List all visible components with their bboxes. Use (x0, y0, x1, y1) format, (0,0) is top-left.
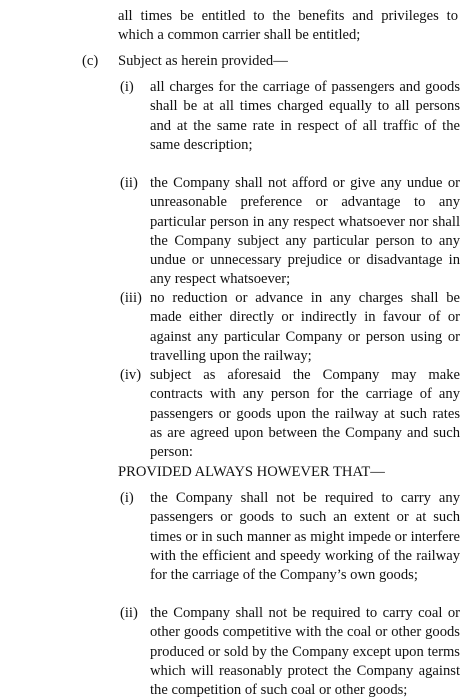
clause-c-item-i-text: all charges for the carriage of passengers and goods shall be at all times charged equally to all persons and at the same rate in respect of all traffic of the same description; (150, 79, 460, 153)
clause-c-text: Subject as herein provided— (118, 53, 288, 69)
proviso-item-i-label: (i) (120, 490, 134, 506)
clause-c-item-iii-label: (iii) (120, 290, 142, 306)
proviso-item-ii-label: (ii) (120, 605, 138, 621)
clause-c-item-iv-label: (iv) (120, 367, 142, 383)
intro-paragraph: all times be entitled to the benefits and privileges to which a common carrier shall be entitled; (118, 8, 458, 44)
clause-c-label: (c) (82, 53, 99, 69)
clause-c-item-ii-text: the Company shall not afford or give any undue or unreasonable preference or advantage to any particular person in any respect whatsoever nor shall the Company subject any particular person to any undue or unnecessary prejudice or disadvantage in any respect whatsoever; (150, 175, 460, 288)
clause-c-item-i-label: (i) (120, 79, 134, 95)
clause-c-item-ii-label: (ii) (120, 175, 138, 191)
clause-c-item-iv-text: subject as aforesaid the Company may make contracts with any person for the carriage of any passengers or goods upon the railway at such rates as are agreed upon between the Company and such person: (150, 367, 460, 461)
clause-c-item-iii-text: no reduction or advance in any charges shall be made either directly or indirectly in favour of or against any particular Company or person using or travelling upon the railway; (150, 290, 460, 364)
proviso-item-i-text: the Company shall not be required to carry any passengers or goods to such an extent or at such times or in such manner as might impede or interfere with the efficient and speedy working of the railway for the carriage of the Company’s own goods; (150, 490, 460, 584)
proviso-heading: PROVIDED ALWAYS HOWEVER THAT— (118, 464, 385, 480)
proviso-item-ii-text: the Company shall not be required to carry coal or other goods competitive with the coal or other goods produced or sold by the Company except upon terms which will reasonably protect the Company against the competition of such coal or other goods; (150, 605, 460, 699)
